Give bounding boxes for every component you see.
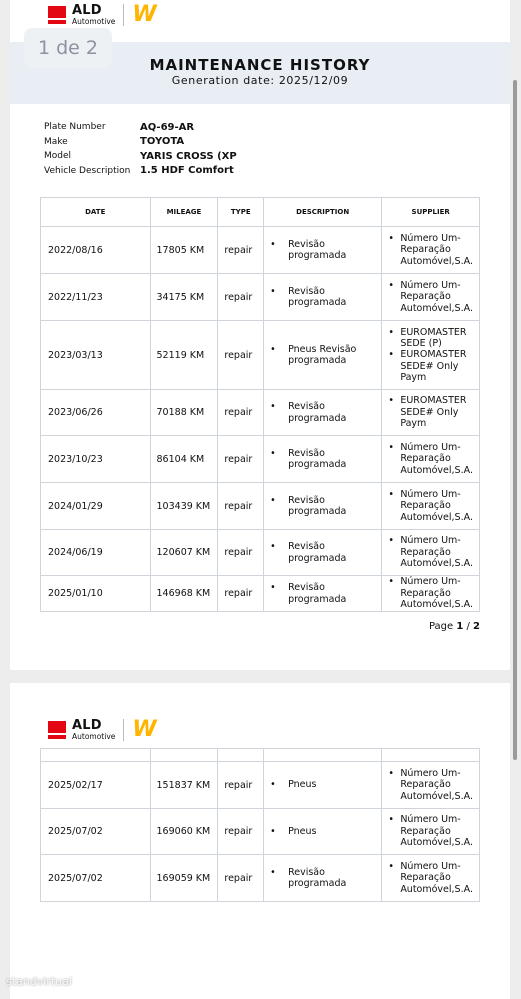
column-header-mileage: MILEAGE [150, 198, 218, 227]
supplier-cell [382, 483, 480, 530]
empty-header-cell [264, 749, 382, 762]
brand-logo [48, 719, 155, 741]
description-cell [264, 436, 382, 483]
column-header-type: TYPE [218, 198, 264, 227]
table-row [41, 530, 480, 576]
description-cell [264, 274, 382, 321]
ald-logo-text: ALD [72, 718, 102, 734]
date-cell: 2023/06/26 [41, 390, 151, 436]
type-cell: repair [218, 855, 264, 902]
ald-logo-icon [48, 721, 66, 739]
bullet-icon: • [388, 349, 394, 361]
description-cell [264, 762, 382, 809]
description-cell [264, 321, 382, 390]
document-title: MAINTENANCE HISTORY [149, 56, 371, 74]
date-cell: 2024/06/19 [41, 530, 151, 576]
type-cell: repair [218, 809, 264, 855]
ald-logo-subtext: Automotive [72, 732, 116, 742]
bullet-icon: • [388, 232, 394, 244]
type-cell: repair [218, 576, 264, 612]
supplier-text: EUROMASTER SEDE# Only Paym [400, 349, 467, 384]
logo-divider [123, 719, 124, 741]
bullet-icon: • [270, 343, 276, 355]
logo-divider [123, 4, 124, 26]
make-label: Make [44, 136, 68, 147]
description-text: Pneus [288, 779, 317, 791]
table-row [41, 762, 480, 809]
bullet-icon: • [388, 441, 394, 453]
description-cell [264, 530, 382, 576]
supplier-text: Número Um-Reparação Automóvel,S.A. [400, 232, 473, 267]
brand-logo [48, 4, 155, 26]
bullet-icon: • [270, 285, 276, 297]
empty-header-cell [41, 749, 151, 762]
bullet-icon: • [270, 582, 276, 594]
supplier-cell [382, 227, 480, 274]
bullet-icon: • [388, 395, 394, 407]
partner-logo-icon: W [132, 2, 155, 27]
bullet-icon: • [270, 401, 276, 413]
table-row [41, 274, 480, 321]
empty-header-cell [218, 749, 264, 762]
supplier-text: Número Um-Reparação Automóvel,S.A. [400, 279, 473, 314]
plate-value: AQ-69-AR [140, 121, 195, 133]
type-cell: repair [218, 227, 264, 274]
bullet-icon: • [388, 279, 394, 291]
document-page-2 [10, 683, 510, 999]
vehicle-info [44, 120, 237, 178]
description-text: Revisão programada [288, 866, 347, 889]
supplier-cell [382, 576, 480, 612]
bullet-icon: • [388, 767, 394, 779]
mileage-cell: 70188 KM [150, 390, 218, 436]
page-number: Page 1 / 2 [428, 621, 480, 632]
date-cell: 2022/11/23 [41, 274, 151, 321]
bullet-icon: • [270, 238, 276, 250]
date-cell: 2023/03/13 [41, 321, 151, 390]
type-cell: repair [218, 530, 264, 576]
ald-logo-text: ALD [72, 3, 102, 19]
empty-header-cell [150, 749, 218, 762]
bullet-icon: • [388, 326, 394, 338]
supplier-cell [382, 436, 480, 483]
supplier-text: EUROMASTER SEDE# Only Paym [400, 395, 467, 430]
description-cell [264, 227, 382, 274]
date-cell: 2025/02/17 [41, 762, 151, 809]
mileage-cell: 151837 KM [150, 762, 218, 809]
description-text: Revisão programada [288, 285, 347, 308]
supplier-text: Número Um-Reparação Automóvel,S.A. [400, 488, 473, 523]
column-header-date: DATE [41, 198, 151, 227]
supplier-cell [382, 855, 480, 902]
table-row [41, 483, 480, 530]
total-pages: 2 [473, 621, 480, 632]
supplier-cell [382, 390, 480, 436]
description-text: Pneus Revisão programada [288, 343, 357, 366]
mileage-cell: 169060 KM [150, 809, 218, 855]
date-cell: 2025/01/10 [41, 576, 151, 612]
make-value: TOYOTA [140, 136, 185, 148]
date-cell: 2024/01/29 [41, 483, 151, 530]
bullet-icon: • [270, 541, 276, 553]
table-row [41, 855, 480, 902]
ald-logo-icon [48, 6, 66, 24]
description-cell [264, 855, 382, 902]
supplier-text: Número Um-Reparação Automóvel,S.A. [400, 814, 473, 849]
generation-date: Generation date: 2025/12/09 [171, 74, 349, 87]
type-cell: repair [218, 390, 264, 436]
table-row [41, 227, 480, 274]
description-cell [264, 809, 382, 855]
partner-logo-icon: W [132, 717, 155, 742]
date-cell: 2025/07/02 [41, 809, 151, 855]
description-text: Revisão programada [288, 401, 347, 424]
scrollbar[interactable] [513, 80, 517, 760]
bullet-icon: • [388, 860, 394, 872]
empty-header-cell [382, 749, 480, 762]
supplier-cell [382, 530, 480, 576]
table-row [41, 576, 480, 612]
description-value: 1.5 HDF Comfort [140, 165, 234, 177]
description-cell [264, 576, 382, 612]
bullet-icon: • [270, 825, 276, 837]
bullet-icon: • [388, 488, 394, 500]
description-cell [264, 483, 382, 530]
type-cell: repair [218, 321, 264, 390]
description-text: Revisão programada [288, 447, 347, 470]
supplier-text: Número Um-Reparação Automóvel,S.A. [400, 767, 473, 802]
table-row [41, 390, 480, 436]
date-cell: 2025/07/02 [41, 855, 151, 902]
maintenance-table [40, 197, 480, 612]
supplier-text: Número Um-Reparação Automóvel,S.A. [400, 535, 473, 570]
mileage-cell: 86104 KM [150, 436, 218, 483]
bullet-icon: • [388, 814, 394, 826]
description-label: Vehicle Description [44, 165, 131, 176]
mileage-cell: 169059 KM [150, 855, 218, 902]
bullet-icon: • [270, 779, 276, 791]
maintenance-table-continued [40, 748, 480, 902]
supplier-text: Número Um-Reparação Automóvel,S.A. [400, 441, 473, 476]
supplier-cell [382, 809, 480, 855]
type-cell: repair [218, 436, 264, 483]
watermark: standvirtual [6, 975, 72, 988]
supplier-cell [382, 274, 480, 321]
description-text: Revisão programada [288, 238, 347, 261]
mileage-cell: 17805 KM [150, 227, 218, 274]
page-indicator: 1 de 2 [24, 28, 112, 68]
type-cell: repair [218, 274, 264, 321]
supplier-text: Número Um-Reparação Automóvel,S.A. [400, 860, 473, 895]
model-label: Model [44, 151, 72, 162]
type-cell: repair [218, 483, 264, 530]
document-page-1 [10, 0, 510, 670]
date-cell: 2022/08/16 [41, 227, 151, 274]
column-header-supplier: SUPPLIER [382, 198, 480, 227]
table-row [41, 436, 480, 483]
table-row [41, 809, 480, 855]
supplier-text: Número Um-Reparação Automóvel,S.A. [400, 576, 473, 611]
model-value: YARIS CROSS (XP [140, 150, 237, 162]
bullet-icon: • [270, 866, 276, 878]
table-row [41, 321, 480, 390]
current-page: 1 [456, 621, 464, 632]
bullet-icon: • [270, 447, 276, 459]
mileage-cell: 34175 KM [150, 274, 218, 321]
mileage-cell: 103439 KM [150, 483, 218, 530]
bullet-icon: • [388, 576, 394, 588]
description-cell [264, 390, 382, 436]
column-header-description: DESCRIPTION [264, 198, 382, 227]
supplier-text: EUROMASTER SEDE (P) [400, 326, 467, 349]
ald-logo-subtext: Automotive [72, 17, 116, 27]
description-text: Revisão programada [288, 541, 347, 564]
supplier-cell [382, 321, 480, 390]
description-text: Pneus [288, 825, 317, 837]
description-text: Revisão programada [288, 582, 347, 605]
type-cell: repair [218, 762, 264, 809]
supplier-cell [382, 762, 480, 809]
bullet-icon: • [270, 494, 276, 506]
description-text: Revisão programada [288, 494, 347, 517]
mileage-cell: 146968 KM [150, 576, 218, 612]
mileage-cell: 52119 KM [150, 321, 218, 390]
mileage-cell: 120607 KM [150, 530, 218, 576]
bullet-icon: • [388, 535, 394, 547]
plate-label: Plate Number [44, 122, 106, 133]
date-cell: 2023/10/23 [41, 436, 151, 483]
